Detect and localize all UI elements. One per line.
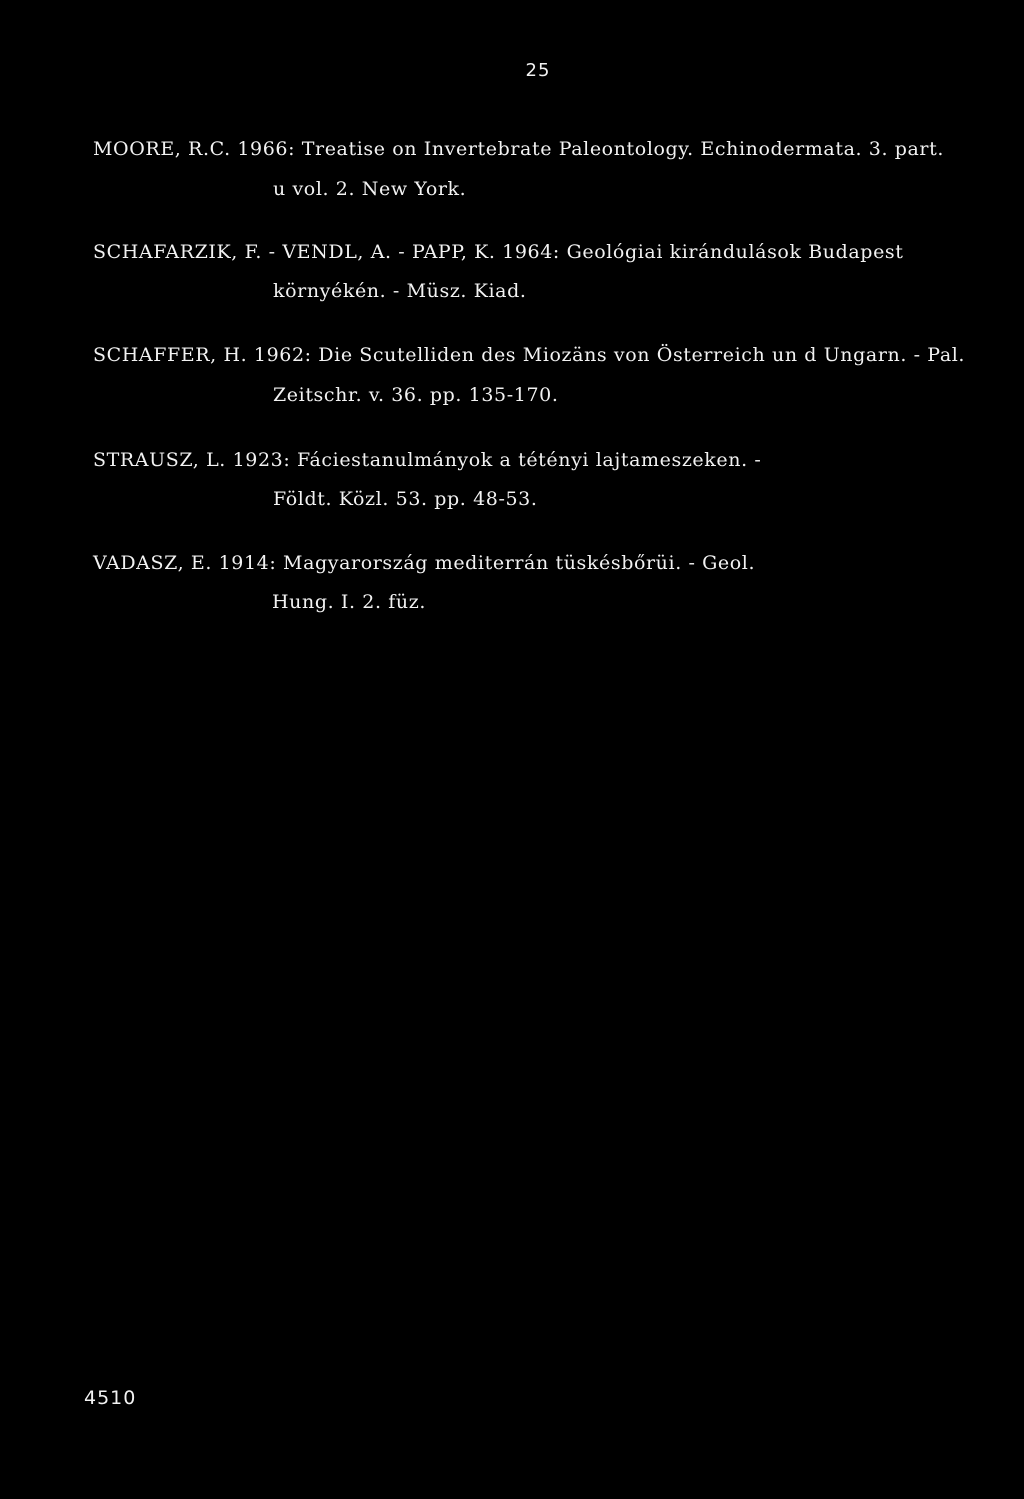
reference-vadasz-line-2: Hung. I. 2. füz. [272, 591, 426, 613]
footer-code: 4510 [84, 1387, 137, 1409]
reference-schaffer-line-1: SCHAFFER, H. 1962: Die Scutelliden des Miozäns von Österreich un d Ungarn. - Pal. [93, 344, 966, 366]
reference-strausz-line-2: Földt. Közl. 53. pp. 48-53. [273, 488, 538, 510]
reference-strausz-line-1: STRAUSZ, L. 1923: Fáciestanulmányok a tétényi lajtameszeken. - [93, 449, 762, 471]
reference-vadasz-line-1: VADASZ, E. 1914: Magyarország mediterrán tüskésbőrüi. - Geol. [93, 552, 756, 574]
page-number: 25 [525, 60, 551, 81]
reference-schafarzik-line-2: környékén. - Müsz. Kiad. [273, 280, 527, 302]
reference-schaffer-line-2: Zeitschr. v. 36. pp. 135-170. [273, 384, 559, 406]
reference-moore-line-1: MOORE, R.C. 1966: Treatise on Invertebrate Paleontology. Echinodermata. 3. part. [93, 138, 944, 160]
reference-moore-line-2: u vol. 2. New York. [273, 178, 467, 200]
reference-schafarzik-line-1: SCHAFARZIK, F. - VENDL, A. - PAPP, K. 1964: Geológiai kirándulások Budapest [93, 241, 904, 263]
